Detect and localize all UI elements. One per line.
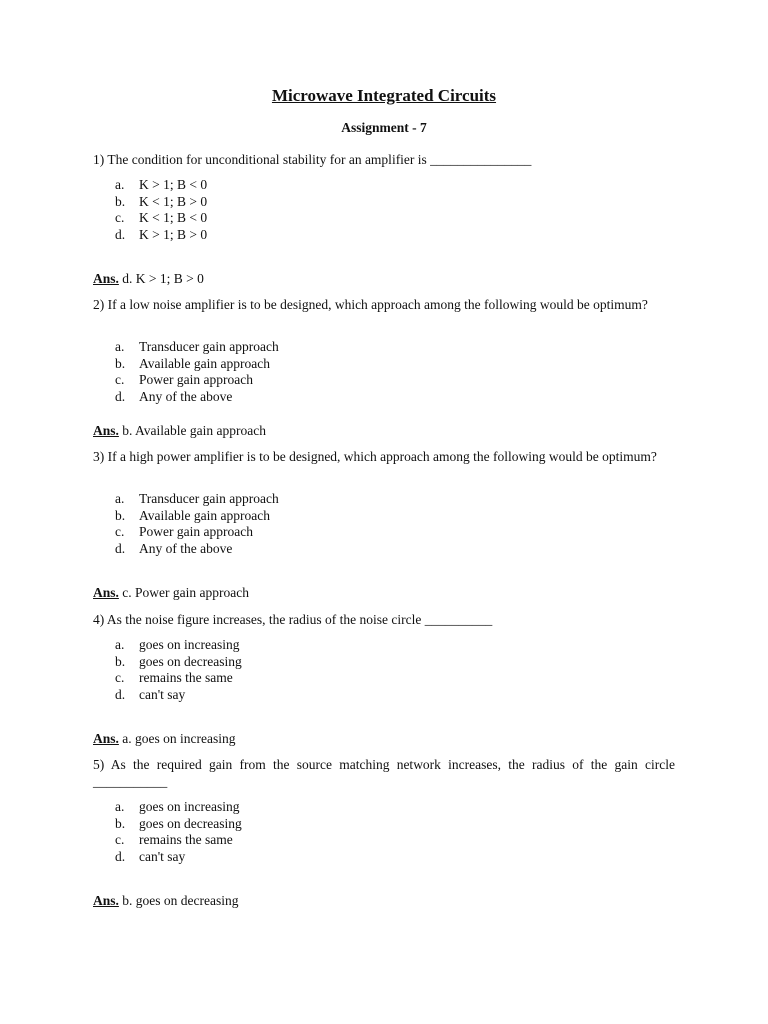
option-letter: d. [115, 687, 126, 703]
question-2-options [93, 339, 675, 406]
answer-label: Ans. [93, 585, 119, 600]
question-1-options [93, 177, 675, 244]
answer-5 [93, 892, 675, 909]
answer-text: b. Available gain approach [122, 423, 266, 438]
option-letter: b. [115, 815, 126, 831]
page-title: Microwave Integrated Circuits [271, 86, 497, 105]
option-letter: c. [115, 372, 125, 388]
option-item [93, 177, 675, 194]
option-item [93, 227, 675, 244]
option-letter: b. [115, 355, 126, 371]
option-letter: c. [115, 210, 125, 226]
option-item [93, 194, 675, 211]
question-4-options [93, 637, 675, 704]
option-text: Available gain approach [139, 507, 270, 523]
option-item [93, 832, 675, 849]
question-5-options [93, 799, 675, 866]
option-letter: c. [115, 670, 125, 686]
option-letter: a. [115, 491, 125, 506]
question-5-text: 5) As the required gain from the source matching network increases, the radius of the gain circle ___________ [93, 757, 675, 789]
question-2-text: 2) If a low noise amplifier is to be designed, which approach among the following would be optimum? [93, 297, 648, 312]
option-letter: d. [115, 389, 126, 405]
option-item [93, 210, 675, 227]
option-item [93, 524, 675, 541]
answer-1 [93, 270, 675, 287]
question-3-text: 3) If a high power amplifier is to be designed, which approach among the following would be optimum? [93, 449, 657, 464]
option-item [93, 849, 675, 866]
option-letter: c. [115, 832, 125, 848]
option-text: K < 1; B < 0 [139, 210, 208, 226]
option-text: Power gain approach [139, 372, 253, 388]
option-text: goes on decreasing [139, 815, 242, 831]
option-letter: c. [115, 524, 125, 540]
answer-4 [93, 730, 675, 747]
answer-label: Ans. [93, 893, 119, 908]
answer-2 [93, 422, 675, 439]
option-item [93, 508, 675, 525]
option-item [93, 687, 675, 704]
option-letter: a. [115, 799, 125, 814]
option-text: can't say [139, 849, 186, 865]
option-text: Transducer gain approach [139, 339, 279, 354]
option-text: can't say [139, 687, 186, 703]
page-subtitle: Assignment - 7 [341, 120, 427, 135]
option-text: K > 1; B > 0 [139, 227, 208, 243]
question-4-text: 4) As the noise figure increases, the radius of the noise circle __________ [93, 612, 493, 627]
answer-label: Ans. [93, 423, 119, 438]
option-text: Power gain approach [139, 524, 253, 540]
answer-text: a. goes on increasing [122, 731, 236, 746]
option-item [93, 491, 675, 508]
option-letter: d. [115, 227, 126, 243]
option-item [93, 372, 675, 389]
option-text: remains the same [139, 832, 233, 848]
option-text: K > 1; B < 0 [139, 177, 208, 192]
answer-label: Ans. [93, 271, 119, 286]
option-item [93, 654, 675, 671]
option-letter: a. [115, 339, 125, 354]
option-item [93, 799, 675, 816]
option-text: Transducer gain approach [139, 491, 279, 506]
option-text: K < 1; B > 0 [139, 193, 208, 209]
option-item [93, 541, 675, 558]
option-item [93, 389, 675, 406]
option-letter: b. [115, 653, 126, 669]
question-3-options [93, 491, 675, 558]
option-letter: b. [115, 507, 126, 523]
option-item [93, 637, 675, 654]
option-letter: d. [115, 849, 126, 865]
answer-label: Ans. [93, 731, 119, 746]
option-letter: a. [115, 637, 125, 652]
option-letter: a. [115, 177, 125, 192]
option-letter: d. [115, 541, 126, 557]
answer-text: b. goes on decreasing [122, 893, 239, 908]
question-1-text: 1) The condition for unconditional stability for an amplifier is _______________ [93, 152, 532, 167]
option-text: remains the same [139, 670, 233, 686]
option-text: Any of the above [139, 389, 233, 405]
option-text: goes on decreasing [139, 653, 242, 669]
option-item [93, 339, 675, 356]
option-text: Any of the above [139, 541, 233, 557]
answer-text: c. Power gain approach [122, 585, 249, 600]
option-item [93, 356, 675, 373]
option-letter: b. [115, 193, 126, 209]
answer-text: d. K > 1; B > 0 [122, 271, 204, 286]
option-text: Available gain approach [139, 355, 270, 371]
option-item [93, 816, 675, 833]
option-text: goes on increasing [139, 799, 240, 814]
option-text: goes on increasing [139, 637, 240, 652]
answer-3 [93, 584, 675, 601]
option-item [93, 670, 675, 687]
